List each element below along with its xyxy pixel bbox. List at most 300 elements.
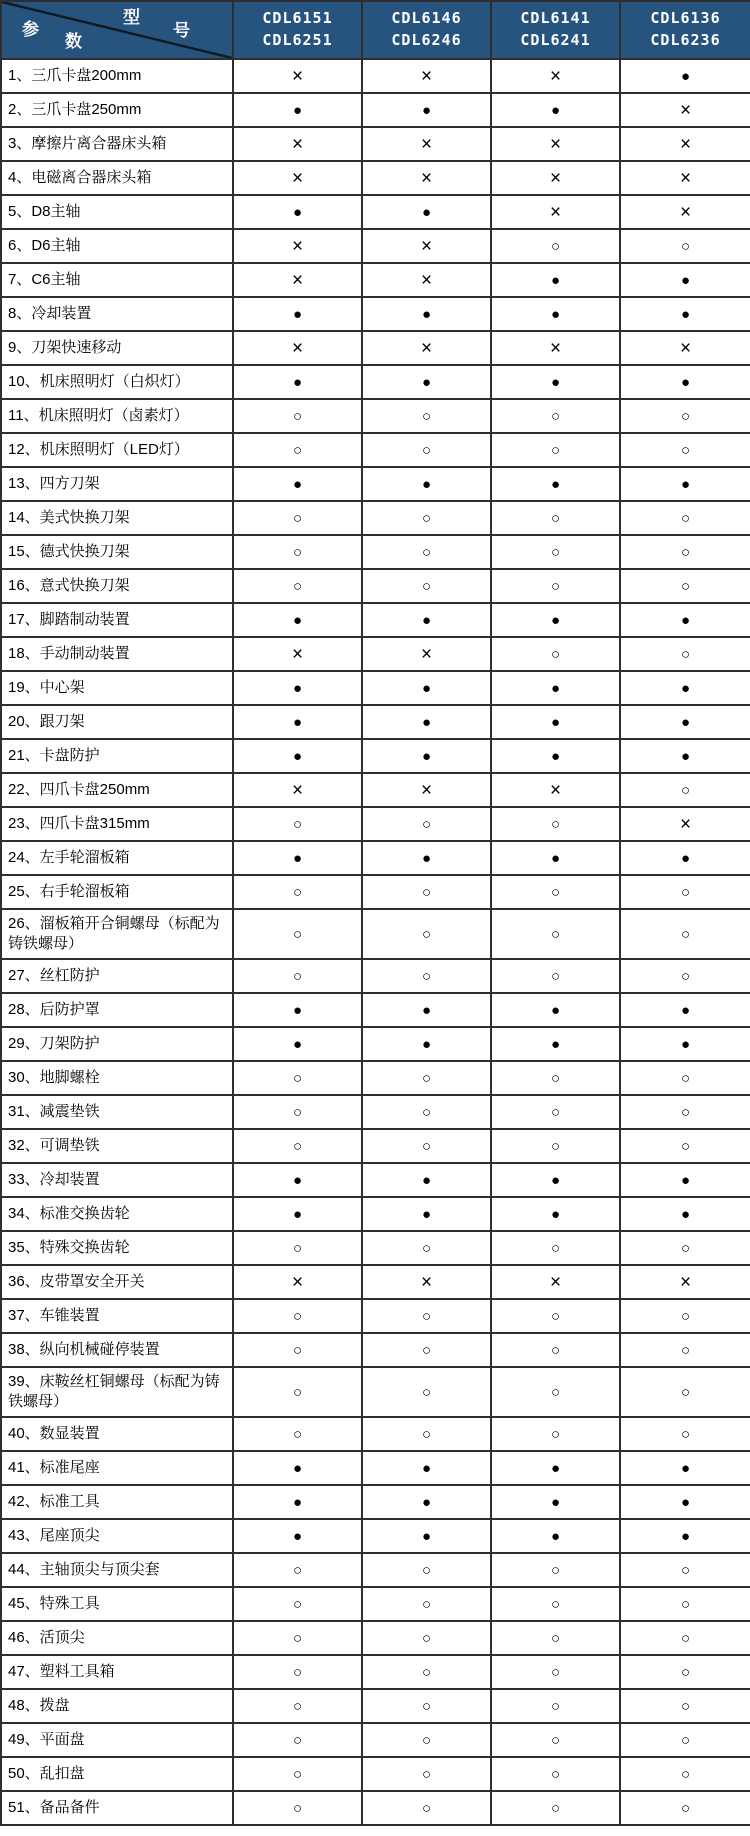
- cell-symbol: ●: [491, 603, 620, 637]
- cell-symbol: ○: [362, 959, 491, 993]
- table-row: [1, 467, 750, 501]
- cell-symbol: ○: [362, 1553, 491, 1587]
- cell-symbol: ○: [620, 1231, 750, 1265]
- row-label: 28、后防护罩: [1, 993, 233, 1027]
- cell-symbol: ×: [233, 229, 362, 263]
- cell-symbol: ●: [362, 365, 491, 399]
- cell-symbol: ●: [491, 841, 620, 875]
- cell-symbol: ×: [620, 127, 750, 161]
- cell-symbol: ●: [233, 1163, 362, 1197]
- table-row: [1, 1689, 750, 1723]
- cell-symbol: ○: [491, 433, 620, 467]
- cell-symbol: ●: [620, 705, 750, 739]
- cell-symbol: ○: [491, 1333, 620, 1367]
- row-label: 32、可调垫铁: [1, 1129, 233, 1163]
- table-row: [1, 1027, 750, 1061]
- table-row: [1, 875, 750, 909]
- row-label: 43、尾座顶尖: [1, 1519, 233, 1553]
- cell-symbol: ●: [491, 467, 620, 501]
- cell-symbol: ○: [491, 909, 620, 959]
- cell-symbol: ●: [620, 1485, 750, 1519]
- row-label: 6、D6主轴: [1, 229, 233, 263]
- table-row: [1, 1519, 750, 1553]
- model-name: CDL6136: [650, 9, 721, 28]
- cell-symbol: ●: [362, 1163, 491, 1197]
- cell-symbol: ●: [362, 1197, 491, 1231]
- cell-symbol: ×: [362, 161, 491, 195]
- cell-symbol: ●: [491, 671, 620, 705]
- cell-symbol: ○: [362, 1367, 491, 1417]
- cell-symbol: ●: [362, 1485, 491, 1519]
- cell-symbol: ●: [620, 59, 750, 93]
- cell-symbol: ○: [362, 1061, 491, 1095]
- cell-symbol: ●: [233, 1451, 362, 1485]
- cell-symbol: ○: [362, 875, 491, 909]
- cell-symbol: ●: [362, 93, 491, 127]
- cell-symbol: ○: [233, 959, 362, 993]
- table-row: [1, 1299, 750, 1333]
- row-label: 37、车锥装置: [1, 1299, 233, 1333]
- row-label: 11、机床照明灯（卤素灯）: [1, 399, 233, 433]
- cell-symbol: ×: [491, 127, 620, 161]
- cell-symbol: ●: [620, 365, 750, 399]
- cell-symbol: ○: [620, 433, 750, 467]
- cell-symbol: ×: [362, 59, 491, 93]
- table-row: [1, 331, 750, 365]
- cell-symbol: ×: [233, 161, 362, 195]
- cell-symbol: ○: [620, 1333, 750, 1367]
- row-label: 22、四爪卡盘250mm: [1, 773, 233, 807]
- row-label: 25、右手轮溜板箱: [1, 875, 233, 909]
- cell-symbol: ○: [620, 773, 750, 807]
- model-name: CDL6241: [520, 31, 591, 49]
- cell-symbol: ●: [620, 671, 750, 705]
- cell-symbol: ○: [491, 399, 620, 433]
- cell-symbol: ○: [233, 1417, 362, 1451]
- cell-symbol: ●: [620, 739, 750, 773]
- cell-symbol: ×: [362, 127, 491, 161]
- table-row: [1, 637, 750, 671]
- row-label: 29、刀架防护: [1, 1027, 233, 1061]
- cell-symbol: ○: [491, 1689, 620, 1723]
- corner-param-char-2: 数: [65, 32, 82, 51]
- cell-symbol: ●: [362, 993, 491, 1027]
- row-label: 34、标准交换齿轮: [1, 1197, 233, 1231]
- cell-symbol: ●: [620, 603, 750, 637]
- cell-symbol: ●: [491, 1485, 620, 1519]
- cell-symbol: ●: [620, 263, 750, 297]
- row-label: 10、机床照明灯（白炽灯）: [1, 365, 233, 399]
- table-row: [1, 365, 750, 399]
- cell-symbol: ○: [362, 1757, 491, 1791]
- cell-symbol: ●: [620, 1197, 750, 1231]
- cell-symbol: ●: [362, 195, 491, 229]
- row-label: 51、备品备件: [1, 1791, 233, 1825]
- cell-symbol: ○: [362, 1791, 491, 1825]
- cell-symbol: ●: [491, 705, 620, 739]
- cell-symbol: ○: [233, 569, 362, 603]
- table-row: [1, 705, 750, 739]
- cell-symbol: ○: [620, 1417, 750, 1451]
- corner-model-char-1: 型: [123, 8, 140, 27]
- cell-symbol: ○: [620, 1791, 750, 1825]
- cell-symbol: ●: [362, 603, 491, 637]
- cell-symbol: ●: [233, 195, 362, 229]
- table-row: [1, 93, 750, 127]
- cell-symbol: ×: [233, 773, 362, 807]
- cell-symbol: ●: [362, 841, 491, 875]
- table-row: [1, 1265, 750, 1299]
- cell-symbol: ○: [362, 1231, 491, 1265]
- row-label: 42、标准工具: [1, 1485, 233, 1519]
- cell-symbol: ×: [491, 59, 620, 93]
- cell-symbol: ×: [233, 59, 362, 93]
- row-label: 9、刀架快速移动: [1, 331, 233, 365]
- cell-symbol: ○: [491, 1417, 620, 1451]
- cell-symbol: ●: [233, 993, 362, 1027]
- cell-symbol: ×: [491, 331, 620, 365]
- table-row: [1, 1723, 750, 1757]
- table-row: [1, 1197, 750, 1231]
- cell-symbol: ○: [233, 1757, 362, 1791]
- cell-symbol: ○: [620, 1553, 750, 1587]
- cell-symbol: ○: [233, 1621, 362, 1655]
- row-label: 33、冷却装置: [1, 1163, 233, 1197]
- cell-symbol: ○: [362, 1621, 491, 1655]
- cell-symbol: ○: [362, 909, 491, 959]
- row-label: 30、地脚螺栓: [1, 1061, 233, 1095]
- cell-symbol: ●: [491, 1451, 620, 1485]
- row-label: 7、C6主轴: [1, 263, 233, 297]
- table-row: [1, 603, 750, 637]
- cell-symbol: ●: [491, 1197, 620, 1231]
- table-row: [1, 993, 750, 1027]
- cell-symbol: ×: [620, 807, 750, 841]
- corner-model-char-2: 号: [173, 21, 190, 40]
- row-label: 41、标准尾座: [1, 1451, 233, 1485]
- table-row: [1, 1367, 750, 1417]
- cell-symbol: ○: [491, 1553, 620, 1587]
- cell-symbol: ○: [491, 807, 620, 841]
- cell-symbol: ○: [491, 535, 620, 569]
- cell-symbol: ×: [620, 195, 750, 229]
- cell-symbol: ○: [620, 229, 750, 263]
- table-row: [1, 1791, 750, 1825]
- cell-symbol: ×: [620, 1265, 750, 1299]
- table-body: [1, 59, 750, 1825]
- cell-symbol: ○: [233, 1587, 362, 1621]
- cell-symbol: ○: [620, 1757, 750, 1791]
- cell-symbol: ●: [233, 1027, 362, 1061]
- cell-symbol: ○: [362, 501, 491, 535]
- cell-symbol: ×: [233, 331, 362, 365]
- cell-symbol: ●: [491, 1163, 620, 1197]
- cell-symbol: ●: [362, 1027, 491, 1061]
- table-row: [1, 1417, 750, 1451]
- table-row: [1, 1095, 750, 1129]
- cell-symbol: ○: [362, 1655, 491, 1689]
- row-label: 44、主轴顶尖与顶尖套: [1, 1553, 233, 1587]
- cell-symbol: ●: [620, 1163, 750, 1197]
- cell-symbol: ○: [362, 1299, 491, 1333]
- cell-symbol: ○: [233, 501, 362, 535]
- cell-symbol: ○: [491, 1587, 620, 1621]
- cell-symbol: ○: [362, 1587, 491, 1621]
- table-header: [1, 1, 750, 59]
- cell-symbol: ○: [233, 1129, 362, 1163]
- cell-symbol: ×: [233, 1265, 362, 1299]
- cell-symbol: ○: [491, 501, 620, 535]
- cell-symbol: ○: [362, 569, 491, 603]
- cell-symbol: ○: [233, 399, 362, 433]
- cell-symbol: ×: [491, 161, 620, 195]
- cell-symbol: ×: [233, 127, 362, 161]
- table-row: [1, 161, 750, 195]
- row-label: 8、冷却装置: [1, 297, 233, 331]
- table-row: [1, 501, 750, 535]
- cell-symbol: ○: [620, 875, 750, 909]
- table-row: [1, 127, 750, 161]
- row-label: 16、意式快换刀架: [1, 569, 233, 603]
- cell-symbol: ×: [620, 161, 750, 195]
- cell-symbol: ●: [233, 93, 362, 127]
- cell-symbol: ×: [620, 331, 750, 365]
- row-label: 18、手动制动装置: [1, 637, 233, 671]
- cell-symbol: ○: [491, 1299, 620, 1333]
- row-label: 46、活顶尖: [1, 1621, 233, 1655]
- cell-symbol: ×: [362, 637, 491, 671]
- table-row: [1, 1655, 750, 1689]
- cell-symbol: ○: [620, 1299, 750, 1333]
- cell-symbol: ●: [362, 467, 491, 501]
- cell-symbol: ●: [620, 1027, 750, 1061]
- row-label: 20、跟刀架: [1, 705, 233, 739]
- cell-symbol: ○: [620, 399, 750, 433]
- cell-symbol: ●: [491, 1519, 620, 1553]
- table-row: [1, 1587, 750, 1621]
- model-name: CDL6246: [391, 31, 462, 49]
- header-corner-cell: [1, 1, 233, 59]
- cell-symbol: ●: [620, 993, 750, 1027]
- row-label: 13、四方刀架: [1, 467, 233, 501]
- cell-symbol: ●: [233, 467, 362, 501]
- table-row: [1, 433, 750, 467]
- row-label: 27、丝杠防护: [1, 959, 233, 993]
- cell-symbol: ○: [491, 1231, 620, 1265]
- cell-symbol: ○: [491, 1621, 620, 1655]
- cell-symbol: ×: [362, 229, 491, 263]
- column-header-model-3: [491, 1, 620, 59]
- cell-symbol: ●: [233, 1519, 362, 1553]
- table-row: [1, 1231, 750, 1265]
- cell-symbol: ○: [233, 875, 362, 909]
- cell-symbol: ●: [491, 739, 620, 773]
- cell-symbol: ○: [362, 1723, 491, 1757]
- row-label: 26、溜板箱开合铜螺母（标配为铸铁螺母）: [1, 909, 233, 959]
- table-row: [1, 399, 750, 433]
- cell-symbol: ●: [362, 1451, 491, 1485]
- cell-symbol: ○: [491, 1655, 620, 1689]
- cell-symbol: ○: [233, 1723, 362, 1757]
- cell-symbol: ×: [362, 773, 491, 807]
- cell-symbol: ●: [491, 993, 620, 1027]
- cell-symbol: ×: [491, 1265, 620, 1299]
- cell-symbol: ×: [362, 331, 491, 365]
- cell-symbol: ×: [491, 195, 620, 229]
- cell-symbol: ×: [233, 263, 362, 297]
- cell-symbol: ●: [233, 841, 362, 875]
- row-label: 39、床鞍丝杠铜螺母（标配为铸铁螺母）: [1, 1367, 233, 1417]
- cell-symbol: ○: [491, 1791, 620, 1825]
- cell-symbol: ○: [620, 1095, 750, 1129]
- cell-symbol: ○: [233, 1553, 362, 1587]
- cell-symbol: ●: [233, 365, 362, 399]
- cell-symbol: ●: [620, 841, 750, 875]
- model-name: CDL6146: [391, 9, 462, 28]
- table-row: [1, 1485, 750, 1519]
- row-label: 2、三爪卡盘250mm: [1, 93, 233, 127]
- row-label: 3、摩擦片离合器床头箱: [1, 127, 233, 161]
- row-label: 1、三爪卡盘200mm: [1, 59, 233, 93]
- cell-symbol: ×: [362, 1265, 491, 1299]
- cell-symbol: ○: [620, 959, 750, 993]
- cell-symbol: ○: [362, 1129, 491, 1163]
- table-row: [1, 1621, 750, 1655]
- cell-symbol: ○: [491, 1723, 620, 1757]
- row-label: 50、乱扣盘: [1, 1757, 233, 1791]
- cell-symbol: ●: [491, 263, 620, 297]
- cell-symbol: ●: [491, 1027, 620, 1061]
- cell-symbol: ●: [233, 1197, 362, 1231]
- cell-symbol: ●: [620, 1451, 750, 1485]
- cell-symbol: ○: [620, 1689, 750, 1723]
- table-row: [1, 671, 750, 705]
- cell-symbol: ○: [233, 1791, 362, 1825]
- table-row: [1, 1061, 750, 1095]
- cell-symbol: ×: [620, 93, 750, 127]
- cell-symbol: ●: [362, 739, 491, 773]
- cell-symbol: ○: [491, 229, 620, 263]
- cell-symbol: ○: [233, 1655, 362, 1689]
- row-label: 5、D8主轴: [1, 195, 233, 229]
- row-label: 12、机床照明灯（LED灯）: [1, 433, 233, 467]
- cell-symbol: ●: [233, 603, 362, 637]
- cell-symbol: ○: [620, 1367, 750, 1417]
- header-row: [1, 1, 750, 59]
- table-row: [1, 229, 750, 263]
- cell-symbol: ○: [491, 1061, 620, 1095]
- cell-symbol: ○: [233, 1299, 362, 1333]
- cell-symbol: ●: [362, 705, 491, 739]
- cell-symbol: ○: [233, 1367, 362, 1417]
- table-row: [1, 807, 750, 841]
- cell-symbol: ○: [233, 909, 362, 959]
- cell-symbol: ●: [233, 671, 362, 705]
- cell-symbol: ○: [491, 1757, 620, 1791]
- cell-symbol: ○: [620, 1655, 750, 1689]
- row-label: 45、特殊工具: [1, 1587, 233, 1621]
- cell-symbol: ○: [620, 1061, 750, 1095]
- table-row: [1, 1163, 750, 1197]
- column-header-model-4: [620, 1, 750, 59]
- cell-symbol: ○: [362, 1333, 491, 1367]
- cell-symbol: ●: [233, 297, 362, 331]
- row-label: 49、平面盘: [1, 1723, 233, 1757]
- model-name: CDL6251: [262, 31, 333, 49]
- table-row: [1, 1757, 750, 1791]
- row-label: 17、脚踏制动装置: [1, 603, 233, 637]
- cell-symbol: ○: [620, 1129, 750, 1163]
- table-row: [1, 535, 750, 569]
- cell-symbol: ●: [620, 467, 750, 501]
- cell-symbol: ○: [233, 1095, 362, 1129]
- row-label: 40、数显装置: [1, 1417, 233, 1451]
- cell-symbol: ●: [491, 93, 620, 127]
- cell-symbol: ●: [362, 1519, 491, 1553]
- row-label: 35、特殊交换齿轮: [1, 1231, 233, 1265]
- cell-symbol: ●: [491, 297, 620, 331]
- cell-symbol: ○: [491, 1129, 620, 1163]
- cell-symbol: ○: [491, 1095, 620, 1129]
- cell-symbol: ●: [362, 671, 491, 705]
- cell-symbol: ○: [620, 501, 750, 535]
- model-name: CDL6236: [650, 31, 721, 49]
- model-name: CDL6151: [262, 9, 333, 28]
- cell-symbol: ○: [491, 1367, 620, 1417]
- table-row: [1, 59, 750, 93]
- cell-symbol: ○: [233, 535, 362, 569]
- cell-symbol: ○: [620, 1723, 750, 1757]
- model-name: CDL6141: [520, 9, 591, 28]
- cell-symbol: ×: [362, 263, 491, 297]
- row-label: 47、塑料工具箱: [1, 1655, 233, 1689]
- cell-symbol: ×: [491, 773, 620, 807]
- table-row: [1, 297, 750, 331]
- cell-symbol: ○: [491, 959, 620, 993]
- cell-symbol: ●: [233, 1485, 362, 1519]
- cell-symbol: ○: [620, 535, 750, 569]
- table-row: [1, 1129, 750, 1163]
- row-label: 15、德式快换刀架: [1, 535, 233, 569]
- row-label: 4、电磁离合器床头箱: [1, 161, 233, 195]
- row-label: 31、减震垫铁: [1, 1095, 233, 1129]
- table-row: [1, 1451, 750, 1485]
- cell-symbol: ●: [233, 705, 362, 739]
- table-row: [1, 263, 750, 297]
- cell-symbol: ○: [233, 1061, 362, 1095]
- row-label: 38、纵向机械碰停装置: [1, 1333, 233, 1367]
- cell-symbol: ○: [233, 1689, 362, 1723]
- cell-symbol: ○: [362, 807, 491, 841]
- cell-symbol: ○: [491, 875, 620, 909]
- table-row: [1, 1553, 750, 1587]
- cell-symbol: ○: [620, 637, 750, 671]
- cell-symbol: ○: [362, 433, 491, 467]
- cell-symbol: ×: [233, 637, 362, 671]
- cell-symbol: ○: [491, 569, 620, 603]
- table-row: [1, 909, 750, 959]
- row-label: 24、左手轮溜板箱: [1, 841, 233, 875]
- cell-symbol: ○: [362, 399, 491, 433]
- cell-symbol: ○: [620, 569, 750, 603]
- cell-symbol: ○: [362, 535, 491, 569]
- cell-symbol: ●: [491, 365, 620, 399]
- table-row: [1, 1333, 750, 1367]
- cell-symbol: ●: [620, 1519, 750, 1553]
- cell-symbol: ●: [233, 739, 362, 773]
- cell-symbol: ○: [233, 433, 362, 467]
- cell-symbol: ○: [233, 1231, 362, 1265]
